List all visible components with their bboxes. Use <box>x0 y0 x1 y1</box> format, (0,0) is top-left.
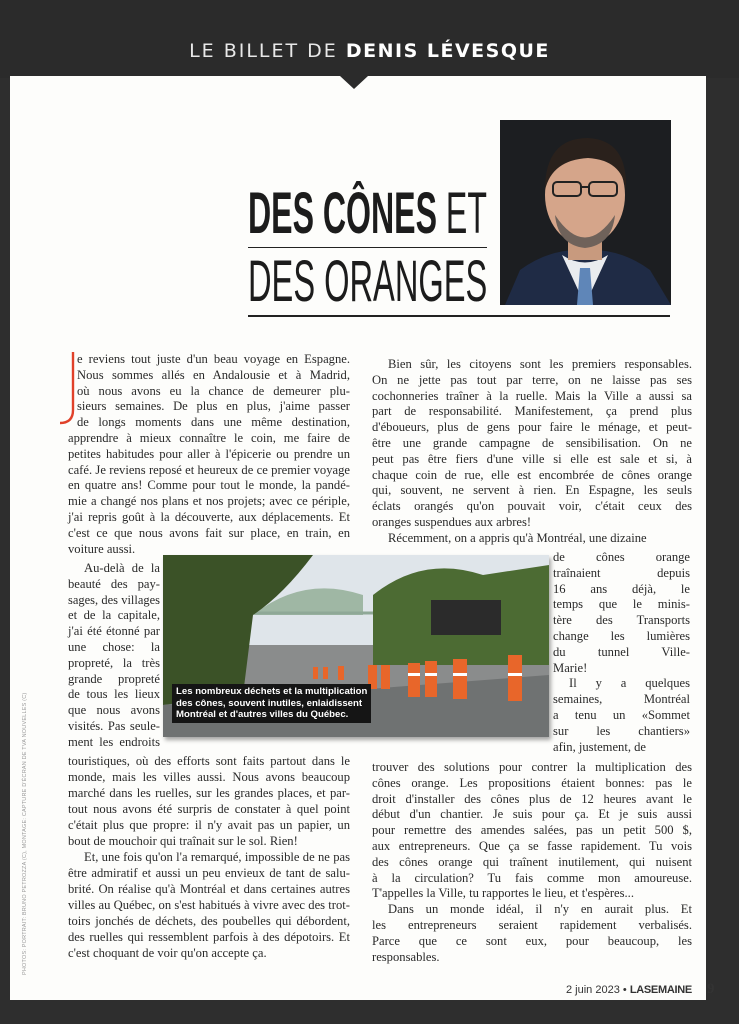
caption-line: des cônes, souvent inutiles, enlaidissent <box>176 697 363 709</box>
page-footer <box>566 981 714 998</box>
article-text-line: sieurs semaines. De plus en plus, j'aime passer <box>77 399 350 414</box>
article-text-line: tère des Transports <box>553 613 690 628</box>
column-header-title <box>0 40 739 62</box>
photo-credit: PHOTOS: PORTRAIT: BRUNO PETROZZA (C), MONTAGE: CAPTURE D'ÉCRAN DE TVA NOUVELLES (C) <box>22 692 28 975</box>
article-text-line: visités. Pas seule- <box>68 719 160 733</box>
headline-divider <box>248 247 487 248</box>
article-text-line: de cônes orange <box>553 550 690 564</box>
article-text-line: Il y a quelques <box>569 676 690 691</box>
article-text-line: Bien sûr, les citoyens sont les premiers responsables. <box>388 357 692 371</box>
photo-caption <box>172 684 371 723</box>
article-text-line: touristiques, où des efforts sont faits partout dans le <box>68 754 350 768</box>
article-text-line: café. Je reviens reposé et heureux de ce premier voyage <box>68 462 350 477</box>
article-text-line: responsables. <box>372 949 440 964</box>
article-text-line: aux entrepreneurs. Que ça se fasse rapidement. Tu vois <box>372 839 692 853</box>
article-text-line: oranges suspendues aux arbres! <box>372 515 532 529</box>
article-text-line: T'appelles la Ville, tu rapportes le lieu, et t'espères... <box>372 886 634 901</box>
article-text-line: Parce que ce sont eux, pour beaucoup, les <box>372 933 692 948</box>
article-text-line: cônes orange. Les propositions étaient bonnes: pas le <box>372 775 692 790</box>
article-text-line: être admiratif et aussi un peu envieux de tant de salu- <box>68 866 350 880</box>
article-text-line: où nous avons eu la chance de demeurer plu- <box>77 383 350 398</box>
article-text-line: brité. On réalise qu'à Montréal et dans certaines autres <box>68 882 350 896</box>
article-text-line: On ne jette pas tout par terre, on ne laisse pas ses <box>372 372 692 387</box>
article-text-line: j'ai été étonné par <box>68 624 160 639</box>
article-text-line: qui, souvent, ne servent à rien. En Espagne, les seuls <box>372 483 692 498</box>
article-text-line: afin, justement, de <box>553 739 647 754</box>
article-text-line: ment les endroits <box>68 734 160 749</box>
article-text-line: trouver des solutions pour contrer la multiplication des <box>372 760 692 774</box>
article-text-line: peut pas être fiers d'une ville si elle est sale et si, à <box>372 451 692 466</box>
article-text-line: grande propreté <box>68 671 160 686</box>
article-text-line: éclats orangés qu'on pouvait voir, c'était ceux des <box>372 499 692 514</box>
headline-bottom-rule <box>248 315 670 317</box>
article-text-line: d'éboueurs, plus de gens pour faire le ménage, et peut- <box>372 420 692 435</box>
article-text-line: c'est choquant de voir qu'on accepte ça. <box>68 946 267 960</box>
article-text-line: être une grande campagne de sensibilisation. On ne <box>372 436 692 450</box>
author-portrait <box>500 120 671 305</box>
column-prefix: LE BILLET DE <box>189 40 338 62</box>
article-text-line: temps que le minis- <box>553 597 690 612</box>
article-text-line: toirs jonchés de déchets, des poubelles qui débordent, <box>68 914 350 928</box>
article-text-line: Dans un monde idéal, il n'y en aurait plus. Et <box>388 902 692 917</box>
issue-date: 2 juin 2023 <box>566 984 620 996</box>
article-text-line: a tenu un «Sommet <box>553 708 690 722</box>
article-text-line: Marie! <box>553 660 588 675</box>
column-header-band <box>0 0 739 78</box>
article-text-line: c'est ce que nous avons fait sur place, en train, en <box>68 525 350 540</box>
header-pointer-notch <box>340 76 368 89</box>
article-text-line: sur les chantiers» <box>553 723 690 738</box>
footer-separator: • <box>622 984 627 996</box>
article-text-line: voiture aussi. <box>68 541 136 556</box>
article-text-line: début d'un chantier. Je suis pour ça. Et je suis aussi <box>372 807 692 822</box>
article-text-line: les entrepreneurs seraient rapidement verbalisés. <box>372 918 692 932</box>
caption-line: Les nombreux déchets et la multiplication <box>176 686 368 697</box>
article-text-line: que nous avons <box>68 703 160 718</box>
article-text-line: sages, des villages <box>68 592 160 607</box>
article-text-line: des ruelles qui ressemblent parfois à des dépotoirs. Et <box>68 930 350 944</box>
author-name: DENIS LÉVESQUE <box>345 40 550 62</box>
headline-light-et: ET <box>445 181 487 246</box>
article-text-line: mie a changé nos plans et nos projets; avec ce périple, <box>68 494 350 509</box>
article-text-line: semaines, Montréal <box>553 692 690 707</box>
article-text-line: des cônes orange qui traînent inutilement, qui nuisent <box>372 854 692 869</box>
article-text-line: cochonneries traîner à la ruelle. Mais la Ville a aussi sa <box>372 388 692 403</box>
headline-line1 <box>248 181 487 246</box>
headline-bold: DES CÔNES <box>248 181 437 246</box>
article-text-line: bout de mouchoir qui traînait sur le sol. Rien! <box>68 834 298 848</box>
article-text-line: de longs moments dans une même destination, <box>77 415 350 430</box>
article-text-line: Nous sommes allés en Andalousie et à Madrid, <box>77 367 350 382</box>
magazine-brand: LASEMAINE <box>629 984 692 996</box>
article-text-line: pour remettre des amendes salées, pas un petit 500 $, <box>372 823 692 838</box>
article-text-line: beauté des pay- <box>68 576 160 591</box>
article-text-line: monde, mais les villes aussi. Nous avons beaucoup <box>68 770 350 784</box>
headline-line2: DES ORANGES <box>248 249 488 314</box>
article-text-line: de tous les lieux <box>68 687 160 702</box>
article-text-line: en quatre ans! Comme pour tout le monde, la pandé- <box>68 478 350 493</box>
article-text-line: propreté, la très <box>68 655 160 670</box>
article-text-line: Et, une fois qu'on l'a remarqué, impossible de ne pas <box>84 850 350 864</box>
article-text-line: change les lumières <box>553 629 690 643</box>
article-text-line: droit d'installer des cônes plus de 12 heures avant le <box>372 791 692 806</box>
article-text-line: 16 ans déjà, le <box>553 581 690 596</box>
article-text-line: traînaient depuis <box>553 565 690 580</box>
article-text-line: du tunnel Ville- <box>553 644 690 659</box>
article-text-line: marché dans les ruelles, sur les grandes places, et par- <box>68 786 350 800</box>
article-text-line: chaque coin de rue, elle est encombrée de cônes orange <box>372 467 692 482</box>
page-number: 9 <box>706 981 715 997</box>
article-text-line: e reviens tout juste d'un beau voyage en Espagne. <box>77 352 350 366</box>
article-text-line: j'ai repris goût à la découverte, aux déplacements. Et <box>68 510 350 524</box>
article-text-line: à la circulation? Tu fais comme mon amoureuse. <box>372 870 692 885</box>
article-text-line: et de la capitale, <box>68 608 160 623</box>
caption-line: Montréal et d'autres villes du Québec. <box>176 709 349 720</box>
article-text-line: c'était plus que propre: il n'y avait pas un papier, un <box>68 818 350 832</box>
article-text-line: apprendre à mieux connaître le coin, me faire de <box>68 431 350 445</box>
article-text-line: Récemment, on a appris qu'à Montréal, une dizaine <box>388 530 647 545</box>
article-text-line: petites habitudes pour aller à l'épicerie ou prendre un <box>68 446 350 461</box>
article-text-line: une chose: la <box>68 640 160 654</box>
article-text-line: villes au Québec, on s'est habitués à vivre avec des trot- <box>68 898 350 912</box>
article-text-line: tout nous avons été surpris de constater à quel point <box>68 802 350 816</box>
article-text-line: Au-delà de la <box>84 561 160 575</box>
article-text-line: part de responsabilité. Manifestement, ça prend plus <box>372 404 692 419</box>
